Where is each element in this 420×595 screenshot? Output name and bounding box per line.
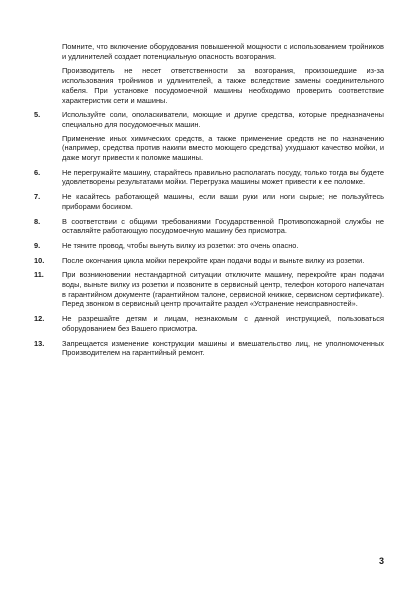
- item-text: После окончания цикла мойки перекройте кран подачи воды и выньте вилку из розетки.: [62, 255, 365, 265]
- item-number: 13.: [34, 338, 45, 348]
- item-body: [62, 110, 384, 163]
- item-number: 10.: [34, 255, 45, 265]
- item-number: 5.: [34, 110, 41, 120]
- page-content: [34, 42, 384, 363]
- page-number: 3: [378, 556, 384, 566]
- list-item: [34, 256, 384, 266]
- item-text: Не перегружайте машину, старайтесь правильно располагать посуду, только тогда вы будете удовлетворены результатами мойки. Перегрузка машины может привести к ее поломке.: [62, 167, 384, 187]
- list-item: [34, 110, 384, 163]
- list-item: [34, 270, 384, 309]
- item-number: 12.: [34, 314, 45, 324]
- item-number: 8.: [34, 216, 41, 226]
- item-text: Не тяните провод, чтобы вынуть вилку из розетки: это очень опасно.: [62, 240, 299, 250]
- list-item: [34, 314, 384, 333]
- item-text: Запрещается изменение конструкции машины и вмешательство лиц, не уполномоченных Производителем на гарантийный ремонт.: [62, 338, 384, 358]
- intro-paragraph: Производитель не несет ответственности за возгорания, произошедшие из-за использования тройников и удлинителей, а также вследствие замены соединительного кабеля. При установке посудомоечной машины необходимо проверить соответствие характеристик сети и машины.: [62, 66, 384, 105]
- item-number: 7.: [34, 192, 41, 202]
- item-text: Не касайтесь работающей машины, если ваши руки или ноги сырые; не пользуйтесь приборами босиком.: [62, 192, 384, 211]
- list-item: [34, 241, 384, 251]
- item-text: Используйте соли, ополаскиватели, моющие и другие средства, которые предназначены специально для посудомоечных машин.: [62, 110, 384, 129]
- item-text: В соответствии с общими требованиями Государственной Противопожарной службы не оставляйте работающую посудомоечную машину без присмотра.: [62, 216, 384, 236]
- intro-paragraph: Помните, что включение оборудования повышенной мощности с использованием тройников и удлинителей создает потенциальную опасность возгорания.: [62, 42, 384, 61]
- item-subtext: Применение иных химических средств, а также применение средств не по назначению (например, средства против накипи вместо моющего средства) ухудшают качество мойки, и даже могут привести к поломке машины.: [62, 133, 384, 163]
- item-text: При возникновении нестандартной ситуации отключите машину, перекройте кран подачи воды, выньте вилку из розетки и позвоните в сервисный центр, телефон которого напечатан в гарантийном документе (гарантийном талоне, сервисной книжке, сервисном сертификате). Перед звонком в сервисный центр прочитайте раздел «Устранение неисправностей».: [62, 270, 384, 309]
- list-item: [34, 217, 384, 236]
- item-number: 9.: [34, 240, 41, 250]
- item-text: Не разрешайте детям и лицам, незнакомым с данной инструкцией, пользоваться оборудованием без Вашего присмотра.: [62, 314, 384, 333]
- list-item: [34, 339, 384, 358]
- list-item: [34, 192, 384, 211]
- list-item: [34, 168, 384, 187]
- item-number: 6.: [34, 167, 41, 177]
- item-number: 11.: [34, 270, 44, 280]
